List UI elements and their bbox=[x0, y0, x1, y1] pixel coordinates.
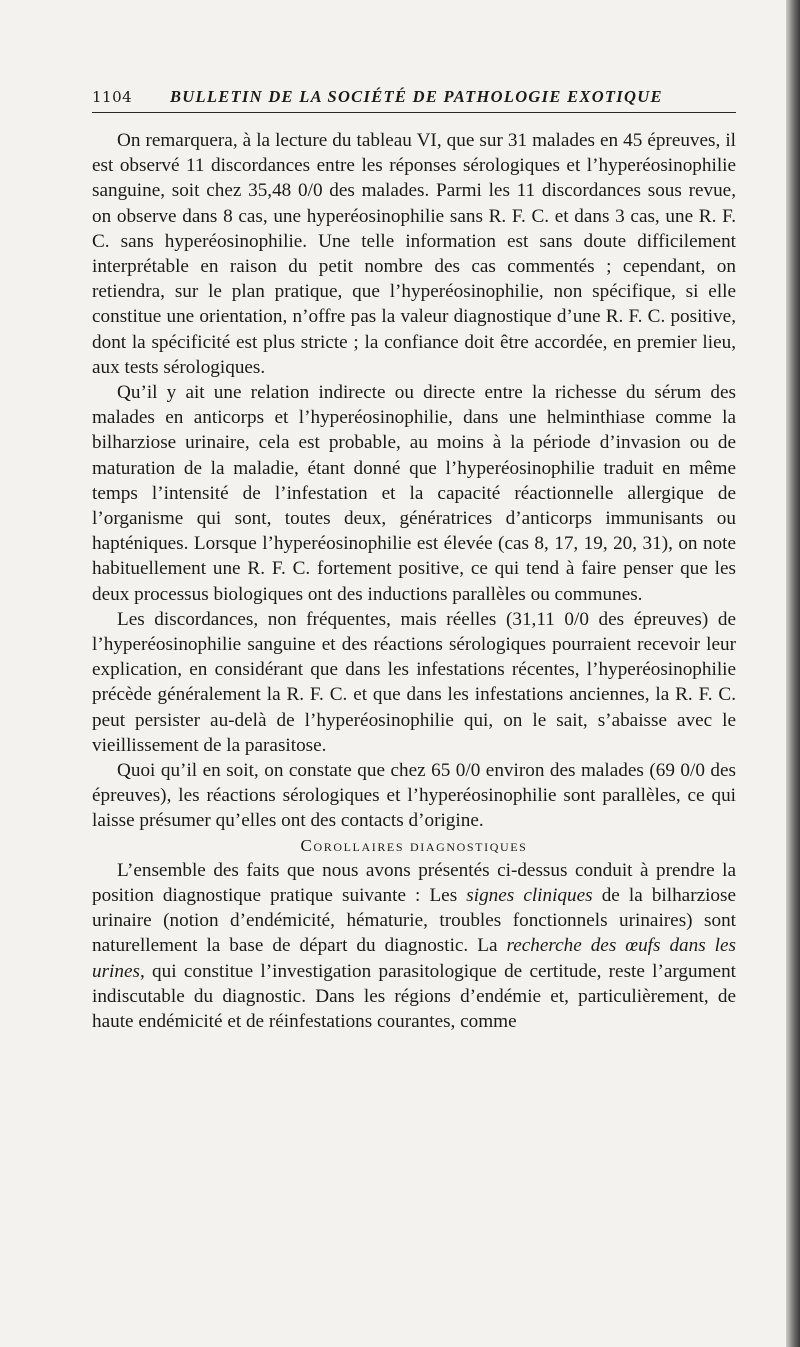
paragraph-5-text-1: L’ensemble des faits que nous avons présentés ci-dessus conduit à prendre la position diagnostique pratique suivante : Les bbox=[92, 859, 736, 906]
page-number: 1104 bbox=[92, 88, 133, 106]
running-header bbox=[92, 84, 736, 113]
section-heading: Corollaires diagnostiques bbox=[300, 835, 528, 855]
article-body bbox=[92, 128, 736, 1034]
paragraph-5-emphasis-2: recherche des œufs dans les urines bbox=[92, 935, 736, 982]
journal-title: BULLETIN DE LA SOCIÉTÉ DE PATHOLOGIE EXOTIQUE bbox=[170, 87, 663, 106]
paragraph-5-emphasis-1: signes cliniques bbox=[466, 884, 593, 906]
book-spine-shadow bbox=[786, 0, 800, 1347]
paragraph-2: Qu’il y ait une relation indirecte ou directe entre la richesse du sérum des malades en anticorps et l’hyperéosinophilie, dans une helminthiase comme la bilharziose urinaire, cela est probable, au moins à la période d’invasion ou de maturation de la maladie, étant donné que l’hyperéosinophilie traduit en même temps l’intensité de l’infestation et la capacité réactionnelle allergique de l’organisme qui sont, toutes deux, génératrices d’anticorps immunisants ou hapténiques. Lorsque l’hyperéosinophilie est élevée (cas 8, 17, 19, 20, 31), on note habituellement une R. F. C. fortement positive, ce qui tend à faire penser que les deux processus biologiques ont des inductions parallèles ou communes. bbox=[92, 382, 736, 605]
paragraph-5 bbox=[92, 858, 736, 1034]
paragraph-5-text-2: de la bilharziose urinaire (notion d’endémicité, hématurie, troubles fonctionnels urinaires) sont naturellement la base de départ du diagnostic. La bbox=[92, 884, 737, 957]
paragraph-4: Quoi qu’il en soit, on constate que chez 65 0/0 environ des malades (69 0/0 des épreuves), les réactions sérologiques et l’hyperéosinophilie sont parallèles, ce qui laisse présumer qu’elles ont des contacts d’origine. bbox=[92, 760, 736, 832]
paragraph-5-text-3: , qui constitue l’investigation parasitologique de certitude, reste l’argument indiscutable du diagnostic. Dans les régions d’endémie et, particulièrement, de haute endémicité et de réinfestations courantes, comme bbox=[92, 960, 736, 1032]
paragraph-1: On remarquera, à la lecture du tableau VI, que sur 31 malades en 45 épreuves, il est observé 11 discordances entre les réponses sérologiques et l’hyperéosinophilie sanguine, soit chez 35,48 0/0 des malades. Parmi les 11 discordances sous revue, on observe dans 8 cas, une hyperéosinophilie sans R. F. C. et dans 3 cas, une R. F. C. sans hyperéosinophilie. Une telle information est sans doute difficilement interprétable en raison du petit nombre des cas commentés ; cependant, on retiendra, sur le plan pratique, que l’hyperéosinophilie, non spécifique, si elle constitue une orientation, n’offre pas la valeur diagnostique d’une R. F. C. positive, dont la spécificité est plus stricte ; la confiance doit être accordée, en premier lieu, aux tests sérologiques. bbox=[92, 130, 736, 378]
paragraph-3: Les discordances, non fréquentes, mais réelles (31,11 0/0 des épreuves) de l’hyperéosinophilie sanguine et des réactions sérologiques pourraient recevoir leur explication, en considérant que dans les infestations récentes, l’hyperéosinophilie précède généralement la R. F. C. et que dans les infestations anciennes, la R. F. C. peut persister au-delà de l’hyperéosinophilie qui, on le sait, s’abaisse avec le vieillissement de la parasitose. bbox=[92, 608, 736, 756]
